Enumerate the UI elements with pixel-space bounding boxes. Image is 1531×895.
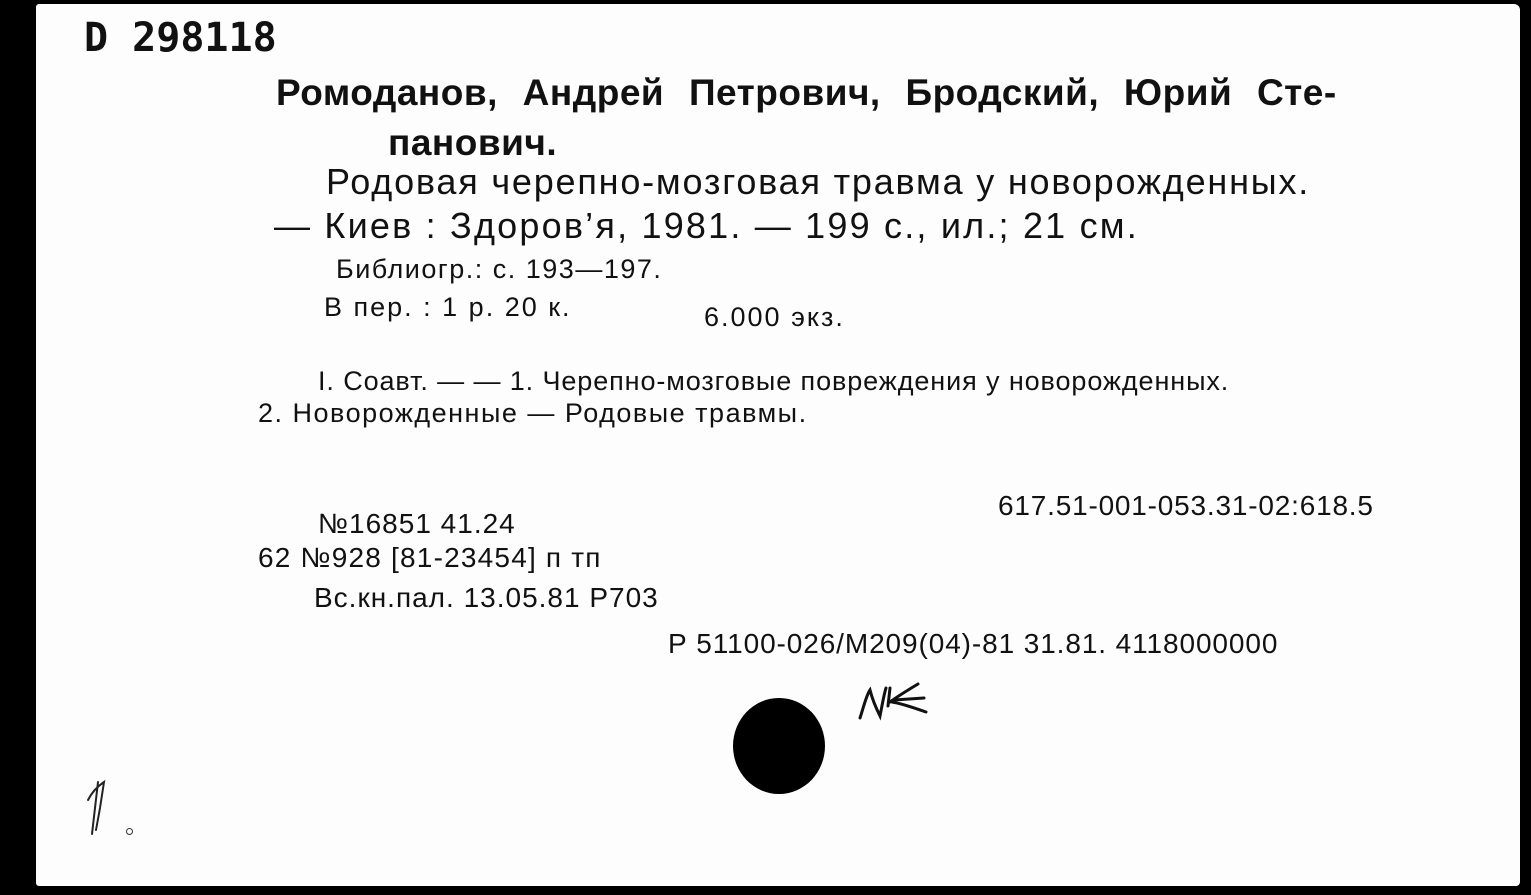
call-number: D 298118 (84, 15, 277, 61)
title-line-2: — Киев : Здоров’я, 1981. — 199 с., ил.; 21 см. (274, 205, 1139, 246)
author-line-2: панович. (388, 122, 558, 163)
subjects-line-2: 2. Новорожденные — Родовые травмы. (258, 398, 808, 428)
udc-code: 617.51-001-053.31-02:618.5 (998, 490, 1374, 521)
book-chamber-line: Вс.кн.пал. 13.05.81 Р703 (314, 582, 659, 613)
punch-hole (733, 698, 825, 794)
bibliography-note: Библиогр.: с. 193—197. (336, 254, 663, 284)
price: В пер. : 1 р. 20 к. (324, 292, 572, 322)
subjects-line-1: I. Соавт. — — 1. Черепно-мозговые повреждения у новорожденных. (318, 366, 1230, 396)
handwritten-initials (854, 676, 934, 726)
ink-dot (126, 828, 133, 835)
author-line-1: Ромоданов, Андрей Петрович, Бродский, Юрий Сте- (276, 72, 1337, 113)
handwritten-number (78, 778, 118, 838)
catalog-card (36, 4, 1520, 886)
classification-line: Р 51100-026/М209(04)-81 31.81. 4118000000 (668, 628, 1279, 659)
title-line-1: Родовая черепно-мозговая травма у новорожденных. (326, 161, 1311, 202)
copies: 6.000 экз. (704, 302, 845, 332)
record-number-2: 62 №928 [81-23454] п тп (258, 542, 602, 573)
record-number-1: №16851 41.24 (318, 508, 516, 539)
